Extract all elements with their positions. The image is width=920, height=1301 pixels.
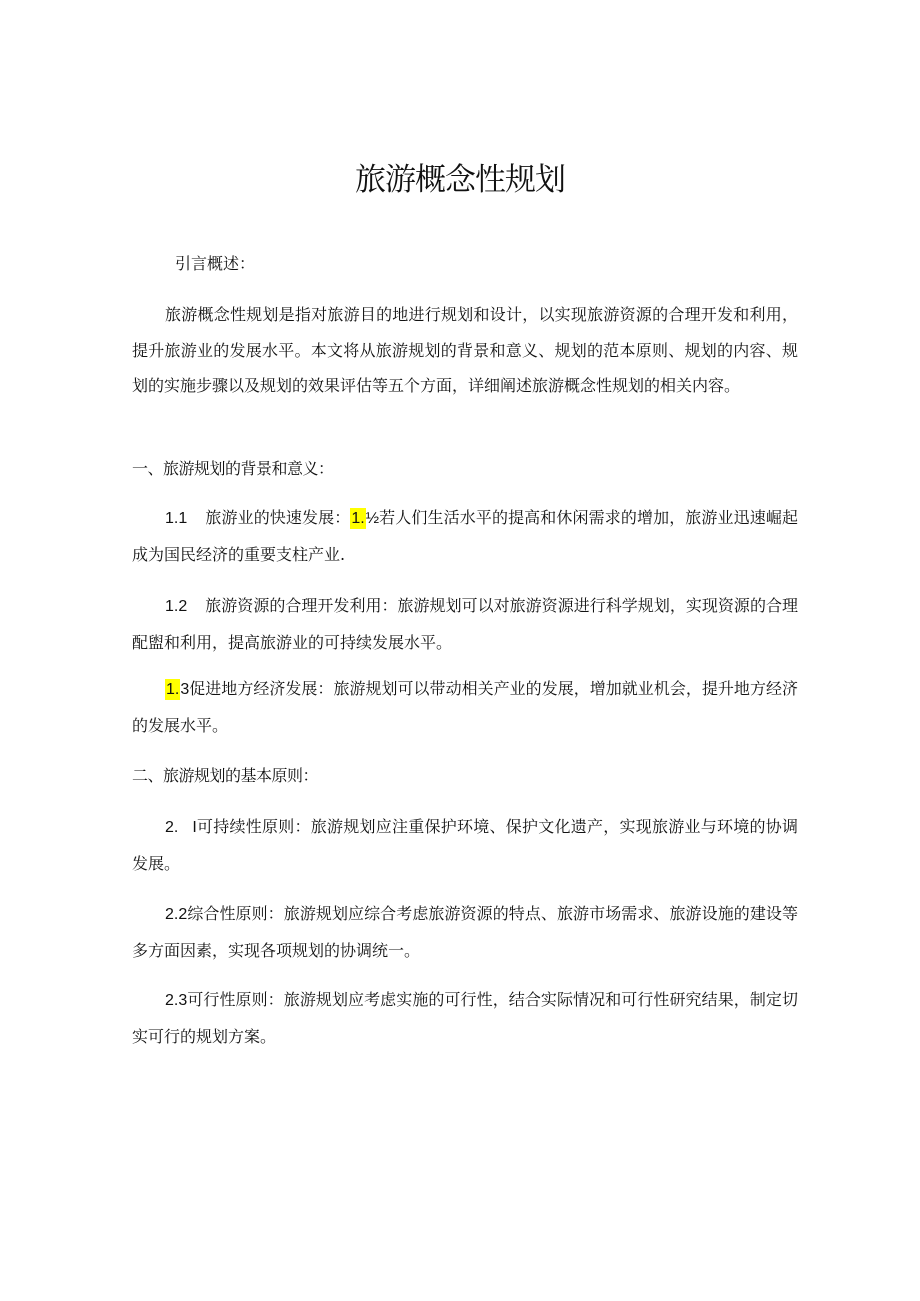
item-number: 1.2 <box>165 598 188 615</box>
item-number: 2.2 <box>165 906 188 923</box>
item-label: 旅游业的快速发展： <box>205 508 351 527</box>
item-text: 若人们生活水平的提高和休闲需求的增加，旅游业迅速崛起成为国民经济的重要支柱产业. <box>132 508 798 564</box>
item-number: 2.3 <box>165 992 188 1009</box>
section-1-item-2 <box>132 588 798 660</box>
item-text: 旅游资源的合理开发利用：旅游规划可以对旅游资源进行科学规划，实现资源的合理配盥和利用，提高旅游业的可持续发展水平。 <box>132 596 798 652</box>
document-title: 旅游概念性规划 <box>355 162 565 198</box>
section-2-item-1 <box>132 809 798 881</box>
section-2-item-2 <box>132 896 798 968</box>
item-text: 可行性原则：旅游规划应考虑实施的可行性，结合实际情况和可行性研究结果，制定切实可行的规划方案。 <box>132 990 798 1046</box>
item-marker: ½ <box>365 510 380 527</box>
section-1-item-3 <box>132 671 798 743</box>
section-2-item-3 <box>132 982 798 1054</box>
intro-label: 引言概述： <box>175 254 256 273</box>
highlighted-text: 1. <box>166 681 180 698</box>
item-marker: I <box>192 819 197 836</box>
section-1-heading: 一、旅游规划的背景和意义： <box>132 459 334 478</box>
item-text: 综合性原则：旅游规划应综合考虑旅游资源的特点、旅游市场需求、旅游设施的建设等多方面因素，实现各项规划的协调统一。 <box>132 904 798 960</box>
item-text: 可持续性原则：旅游规划应注重保护环境、保护文化遗产，实现旅游业与环境的协调发展。 <box>132 817 798 873</box>
highlighted-text: 1. <box>351 510 365 527</box>
item-text: 促进地方经济发展：旅游规划可以带动相关产业的发展，增加就业机会，提升地方经济的发展水平。 <box>132 679 798 735</box>
item-number: 2. <box>165 819 179 836</box>
item-number: 3 <box>180 681 190 698</box>
intro-paragraph: 旅游概念性规划是指对旅游目的地进行规划和设计，以实现旅游资源的合理开发和利用，提升旅游业的发展水平。本文将从旅游规划的背景和意义、规划的范本原则、规划的内容、规划的实施步骤以及规划的效果评估等五个方面，详细阐述旅游概念性规划的相关内容。 <box>132 305 798 395</box>
item-number: 1.1 <box>165 510 188 527</box>
section-1-item-1 <box>132 500 798 572</box>
section-2-heading: 二、旅游规划的基本原则： <box>132 766 319 785</box>
